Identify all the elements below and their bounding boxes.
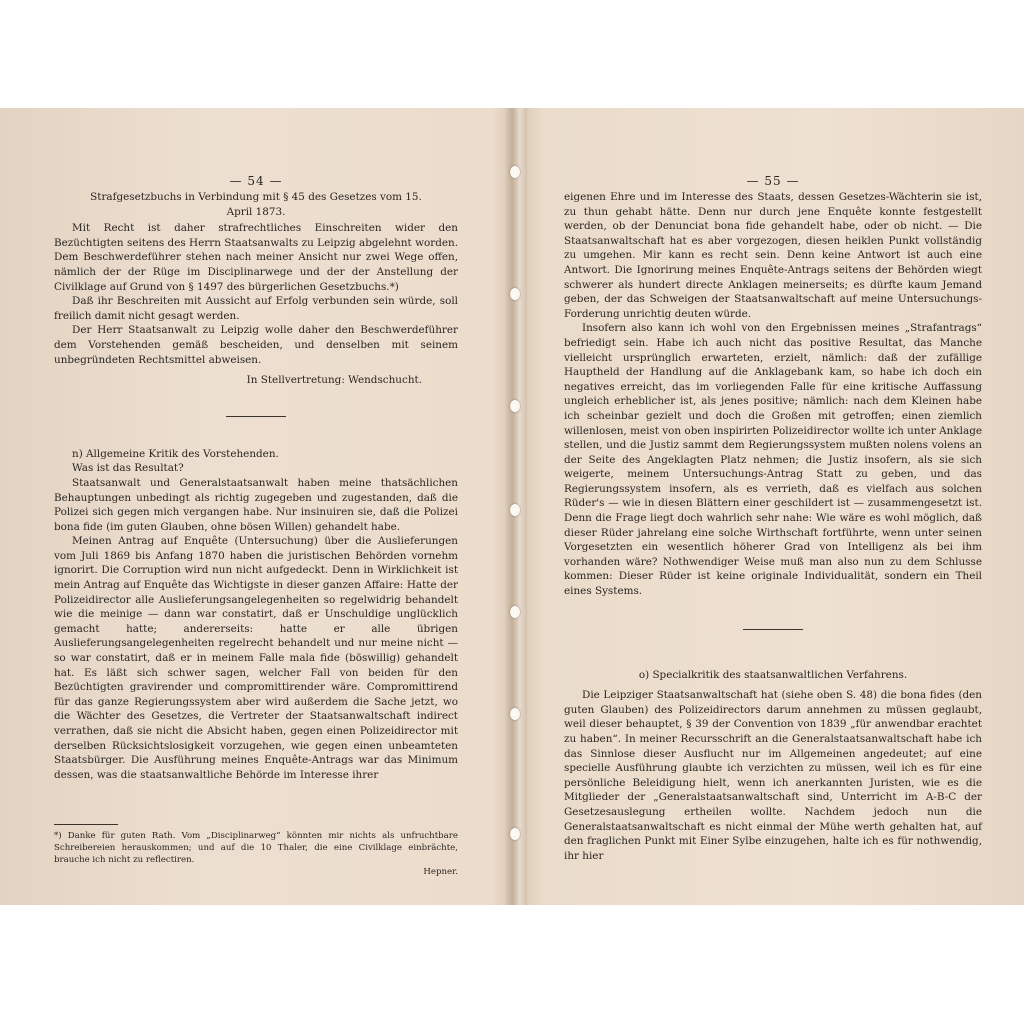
paragraph: Der Herr Staatsanwalt zu Leipzig wolle daher den Beschwerdeführer dem Vorstehenden gemäß bescheiden, und denselben mit seinem unbegründeten Rechtsmittel abweisen. [54,324,458,366]
left-page [54,108,458,905]
section-heading: n) Allgemeine Kritik des Vorstehenden. [72,447,279,460]
section-divider [743,629,803,630]
paragraph: Strafgesetzbuchs in Verbindung mit § 45 des Gesetzes vom 15. April 1873. [90,191,422,218]
page-body [564,190,982,863]
paragraph: Daß ihr Beschreiten mit Aussicht auf Erfolg verbunden sein würde, soll freilich damit nicht gesagt werden. [54,295,458,322]
footnote-rule [54,824,118,825]
footnote-signature: Hepner. [423,867,458,877]
section-heading: o) Specialkritik des staatsanwaltlichen Verfahrens. [638,668,908,681]
book-spread [0,108,1024,905]
page-number: — 55 — [746,174,800,188]
paragraph: Die Leipziger Staatsanwaltschaft hat (siehe oben S. 48) die bona fides (den guten Glauben) des Polizeidirectors darum annehmen zu müssen geglaubt, weil dieser behauptet, § 39 der Convention von 1839 „für anwendbar erachtet zu haben“. In meiner Recursschrift an die Generalstaatsanwaltschaft habe ich das Sinnlose dieser Ausflucht nur im Allgemeinen angedeutet; auf eine specielle Ausführung glaubte ich verzichten zu müssen, weil ich es für eine persönliche Beleidigung hielt, wenn ich anerkannten Juristen, wie es die Mitglieder der „Generalstaatsanwaltschaft sind, Unterricht im A-B-C der Gesetzesauslegung ertheilen wollte. Nachdem jedoch nun die Generalstaatsanwaltschaft es nicht einmal der Mühe werth gehalten hat, auf den fraglichen Punkt mit Einer Sylbe einzugehen, halte ich es für nothwendig, ihr hier [564,689,982,862]
binding-hole [510,708,520,720]
right-page [564,108,982,905]
footnote-text: *) Danke für guten Rath. Vom „Disciplinarweg“ könnten mir nichts als unfruchtbare Schreibereien herauskommen; und auf die 10 Thaler, die eine Civilklage einbrächte, brauche ich nicht zu reflectiren. [54,831,458,865]
binding-hole [510,828,520,840]
paragraph: Mit Recht ist daher strafrechtliches Einschreiten wider den Bezüchtigten seitens des Herrn Staatsanwalts zu Leipzig abgelehnt worden. Dem Beschwerdeführer stehen nach meiner Ansicht nur zwei Wege offen, nämlich der der Rüge im Disciplinarwege und der der Anstellung der Civilklage auf Grund von § 1497 des bürgerlichen Gesetzbuchs.*) [54,222,458,293]
binding-hole [510,166,520,178]
footnote [54,830,458,878]
paragraph: Staatsanwalt und Generalstaatsanwalt haben meine thatsächlichen Behauptungen unbedingt als richtig zugegeben und zugestanden, daß die Polizei sich gegen mich vergangen habe. Nur insinuiren sie, daß die Polizei bona fide (im guten Glauben, ohne bösen Willen) gehandelt habe. [54,476,458,533]
paragraph: Meinen Antrag auf Enquête (Untersuchung) über die Auslieferungen vom Juli 1869 bis Anfang 1870 haben die juristischen Behörden vornehm ignorirt. Die Corruption wird nun nicht aufgedeckt. Denn in Wirklichkeit ist mein Antrag auf Enquête das Wichtigste in dieser ganzen Affaire: Hatte der Polizeidirector alle Auslieferungsangelegenheiten so regelwidrig behandelt wie die meinige — dann war constatirt, daß er Unschuldige unglücklich gemacht hatte; andererseits: hatte er alle übrigen Auslieferungsangelegenheiten regelrecht behandelt und nur meine nicht — so war constatirt, daß er in meinem Falle mala fide (böswillig) gehandelt hat. Es läßt sich schwer sagen, welcher Fall von beiden für den Bezüchtigten gravirender und compromittirender wäre. Compromittirend für das ganze Regierungssystem aber wird außerdem die Sache jetzt, wo die Wächter des Gesetzes, die Vertreter der Staatsanwaltschaft indirect verrathen, daß sie nicht die Absicht haben, gegen einen Polizeidirector mit derselben Rücksichtslosigkeit vorzugehen, wie gegen einen unbeamteten Staatsbürger. Die Ausführung meines Enquête-Antrags war das Minimum dessen, was die staatsanwaltliche Behörde im Interesse ihrer [54,535,458,781]
page-number: — 54 — [229,174,283,188]
section-divider [226,416,286,417]
binding-hole [510,400,520,412]
binding-hole [510,288,520,300]
binding-hole [510,606,520,618]
paragraph: Was ist das Resultat? [72,462,184,475]
binding-hole [510,504,520,516]
page-body [54,190,458,782]
paragraph: eigenen Ehre und im Interesse des Staats, dessen Gesetzes-Wächterin sie ist, zu thun gehabt hätte. Denn nur durch jene Enquête konnte festgestellt werden, ob der Denunciat bona fide gehandelt habe, oder ob nicht. — Die Staatsanwaltschaft hat es aber vorgezogen, diesen heiklen Punkt vollständig zu umgehen. Mir kann es recht sein. Denn keine Antwort ist auch eine Antwort. Die Ignorirung meines Enquête-Antrags seitens der Behörden wiegt schwerer als hundert directe Anklagen meinerseits; es dürfte kaum Jemand geben, der das Schweigen der Staatsanwaltschaft auf meine Untersuchungs-Forderung unrichtig deuten würde. [564,191,982,320]
paragraph: Insofern also kann ich wohl von den Ergebnissen meines „Strafantrags“ befriedigt sein. Habe ich auch nicht das positive Resultat, das Manche vielleicht ursprünglich erwarteten, erzielt, nämlich: daß der zufällige Hauptheld der Handlung auf die Anklagebank kam, so habe ich doch ein negatives erreicht, das im vorliegenden Falle für eine kritische Auffassung ungleich erheblicher ist, als jenes positive; nämlich: nach dem Kleinen habe ich scheinbar gezielt und doch die Großen mit getroffen; einen ziemlich willenlosen, meist von oben inspirirten Polizeidirector wollte ich unter Anklage stellen, und die Justiz sammt dem Regierungssystem mußten nolens volens an der Seite des Angeklagten Platz nehmen; die Justiz insofern, als sie sich weigerte, meinem Untersuchungs-Antrag Statt zu geben, und das Regierungssystem insofern, als es verrieth, daß es vielfach aus solchen Rüder's — wie in diesen Blättern einer geschildert ist — zusammengesetzt ist. Denn die Frage liegt doch wahrlich sehr nahe: Wie wäre es wohl möglich, daß dieser Rüder jahrelang eine solche Wirthschaft fortführte, wenn unter seinen Vorgesetzten ein wesentlich höherer Grad von Intelligenz als bei ihm vorhanden wäre? Nothwendiger Weise muß man also nun zu dem Schlusse kommen: Dieser Rüder ist keine originale Individualität, sondern ein Theil eines Systems. [564,322,982,598]
signature-line: In Stellvertretung: Wendschucht. [246,374,422,387]
